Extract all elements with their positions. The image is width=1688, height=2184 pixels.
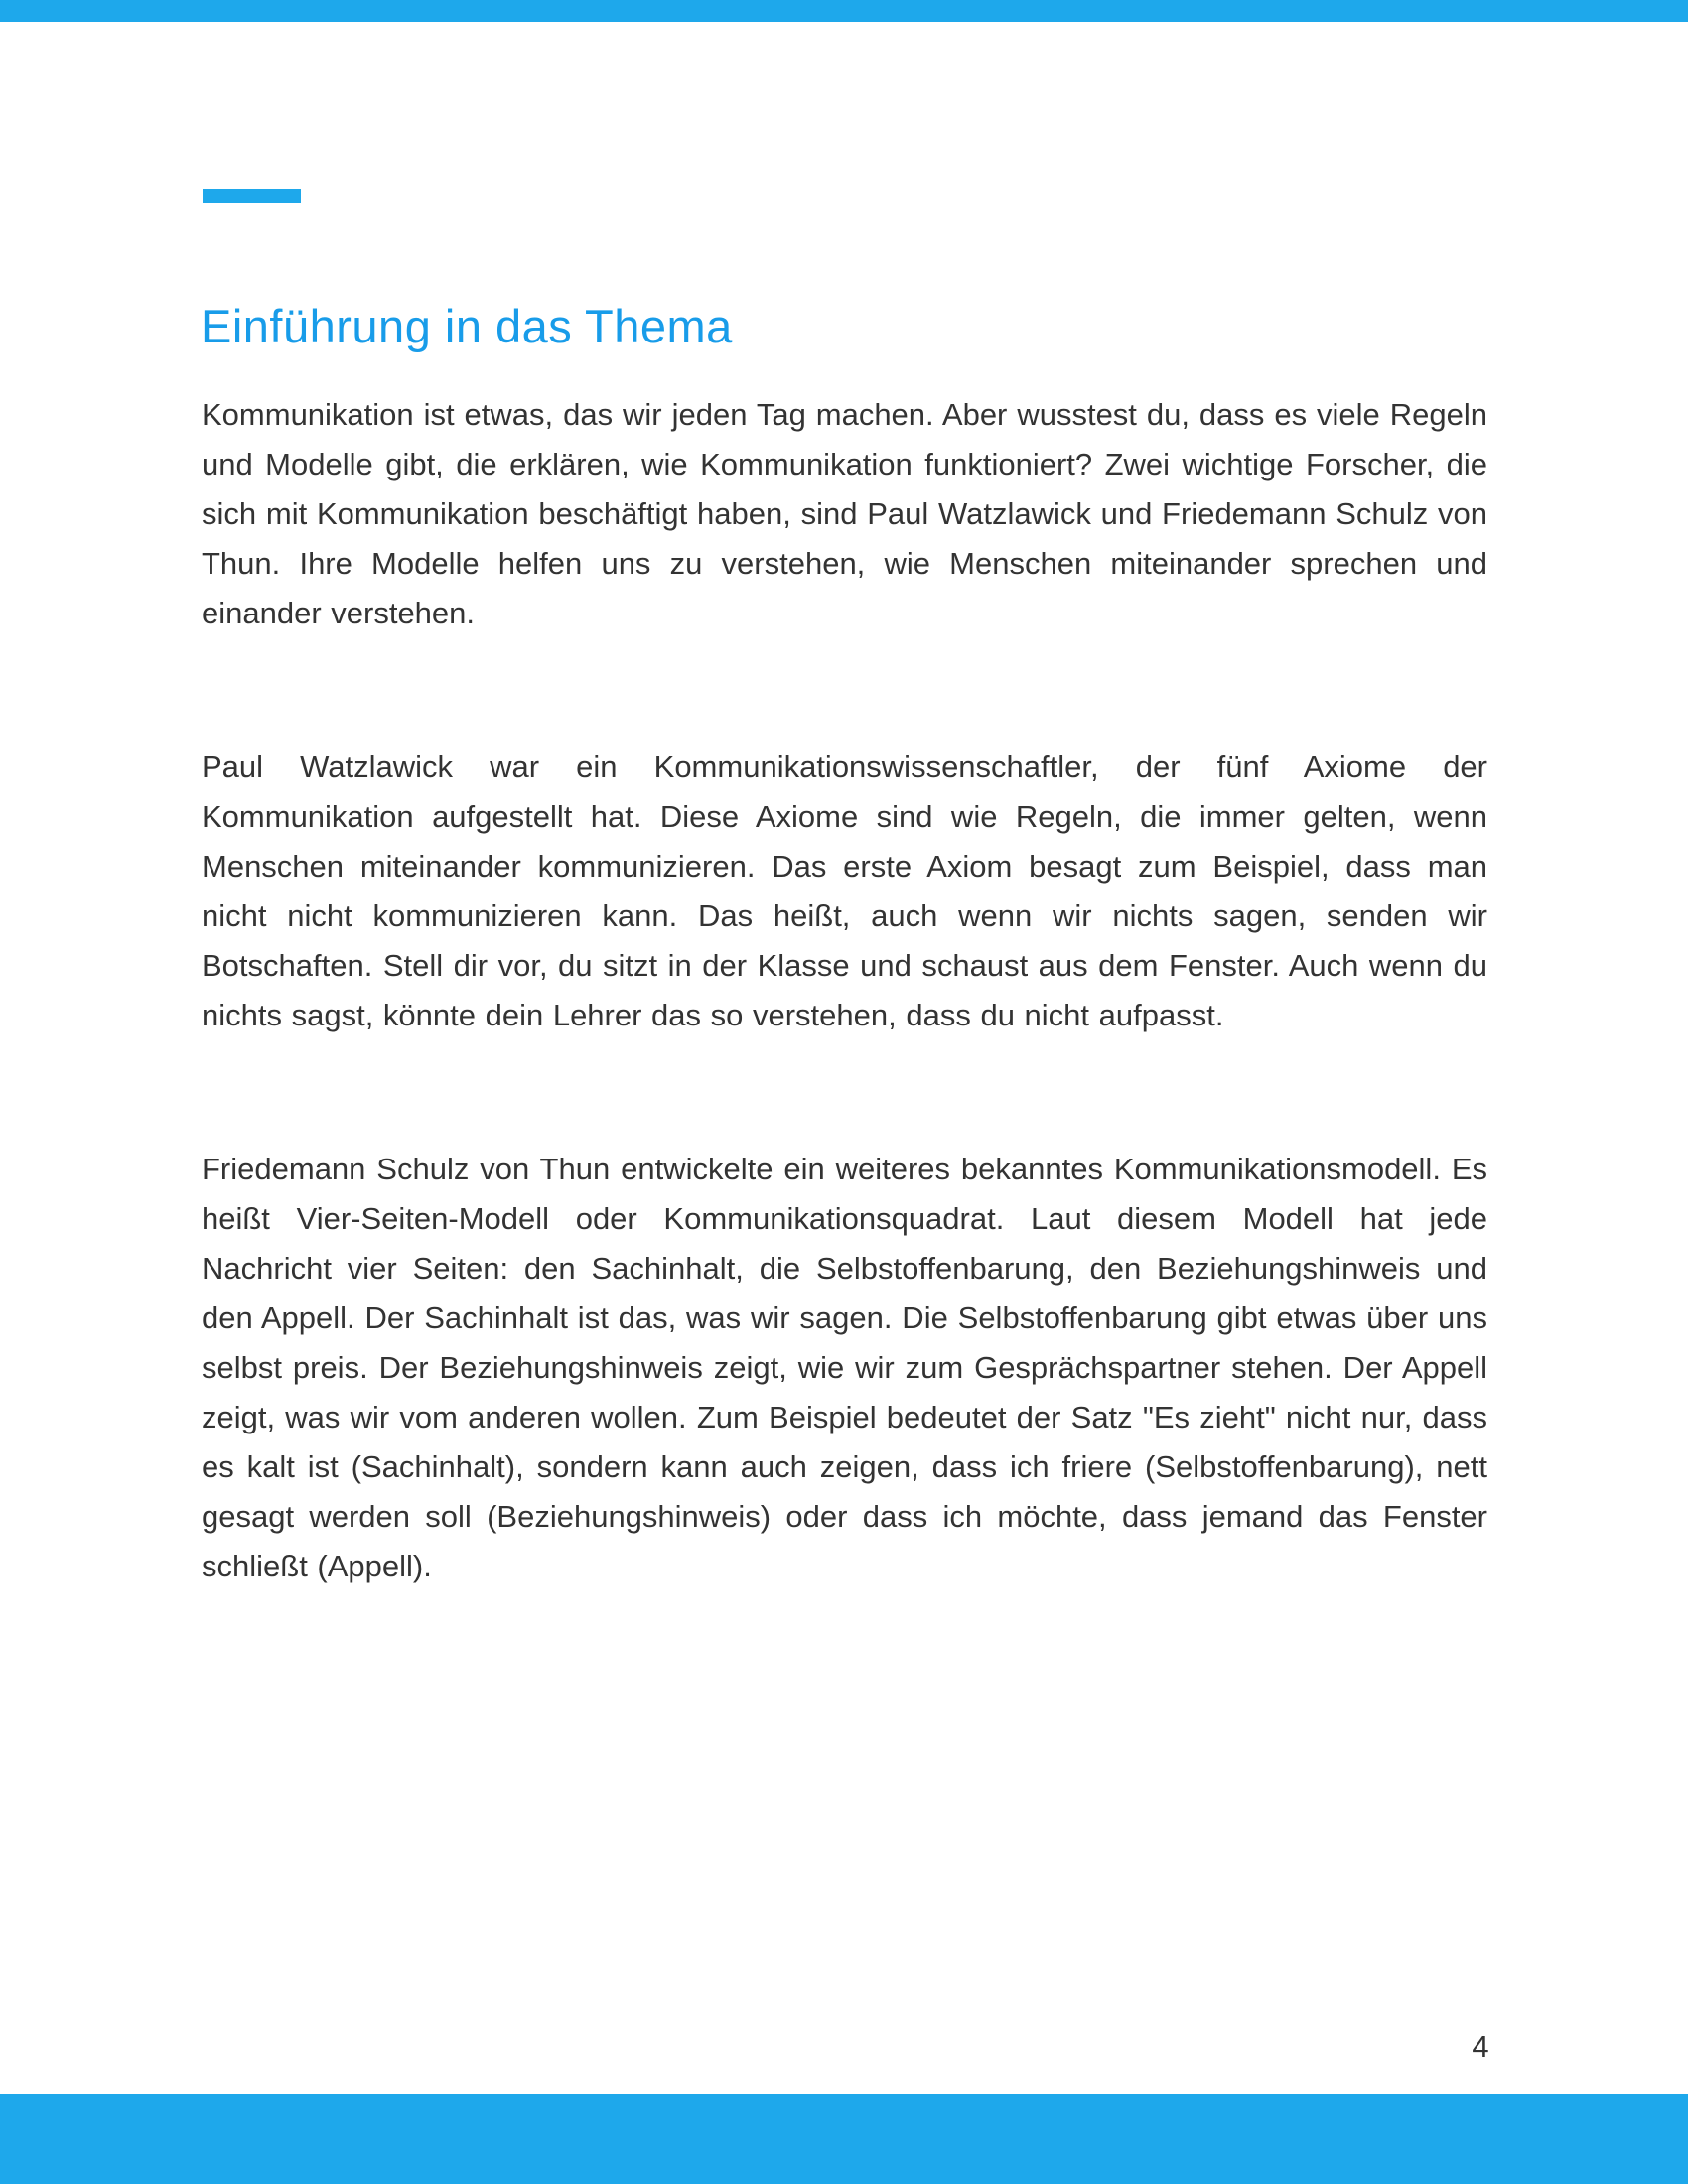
paragraph-watzlawick: Paul Watzlawick war ein Kommunikationswissenschaftler, der fünf Axiome der Kommunikation aufgestellt hat. Diese Axiome sind wie Regeln, die immer gelten, wenn Menschen miteinander kommunizieren. Das erste Axiom besagt zum Beispiel, dass man nicht nicht kommunizieren kann. Das heißt, auch wenn wir nichts sagen, senden wir Botschaften. Stell dir vor, du sitzt in der Klasse und schaust aus dem Fenster. Auch wenn du nichts sagst, könnte dein Lehrer das so verstehen, dass du nicht aufpasst. <box>202 750 1487 1032</box>
page-title: Einführung in das Thema <box>201 300 733 352</box>
body-text-block <box>202 390 1487 1696</box>
header-accent-bar <box>0 0 1688 22</box>
section-accent-rectangle <box>203 189 301 203</box>
page-number: 4 <box>1472 2029 1489 2064</box>
paragraph-schulz-von-thun: Friedemann Schulz von Thun entwickelte ein weiteres bekanntes Kommunikationsmodell. Es heißt Vier-Seiten-Modell oder Kommunikationsquadrat. Laut diesem Modell hat jede Nachricht vier Seiten: den Sachinhalt, die Selbstoffenbarung, den Beziehungshinweis und den Appell. Der Sachinhalt ist das, was wir sagen. Die Selbstoffenbarung gibt etwas über uns selbst preis. Der Beziehungshinweis zeigt, wie wir zum Gesprächspartner stehen. Der Appell zeigt, was wir vom anderen wollen. Zum Beispiel bedeutet der Satz "Es zieht" nicht nur, dass es kalt ist (Sachinhalt), sondern kann auch zeigen, dass ich friere (Selbstoffenbarung), nett gesagt werden soll (Beziehungshinweis) oder dass ich möchte, dass jemand das Fenster schließt (Appell). <box>202 1152 1487 1583</box>
footer-accent-bar <box>0 2094 1688 2184</box>
paragraph-intro: Kommunikation ist etwas, das wir jeden Tag machen. Aber wusstest du, dass es viele Regeln und Modelle gibt, die erklären, wie Kommunikation funktioniert? Zwei wichtige Forscher, die sich mit Kommunikation beschäftigt haben, sind Paul Watzlawick und Friedemann Schulz von Thun. Ihre Modelle helfen uns zu verstehen, wie Menschen miteinander sprechen und einander verstehen. <box>202 397 1487 630</box>
